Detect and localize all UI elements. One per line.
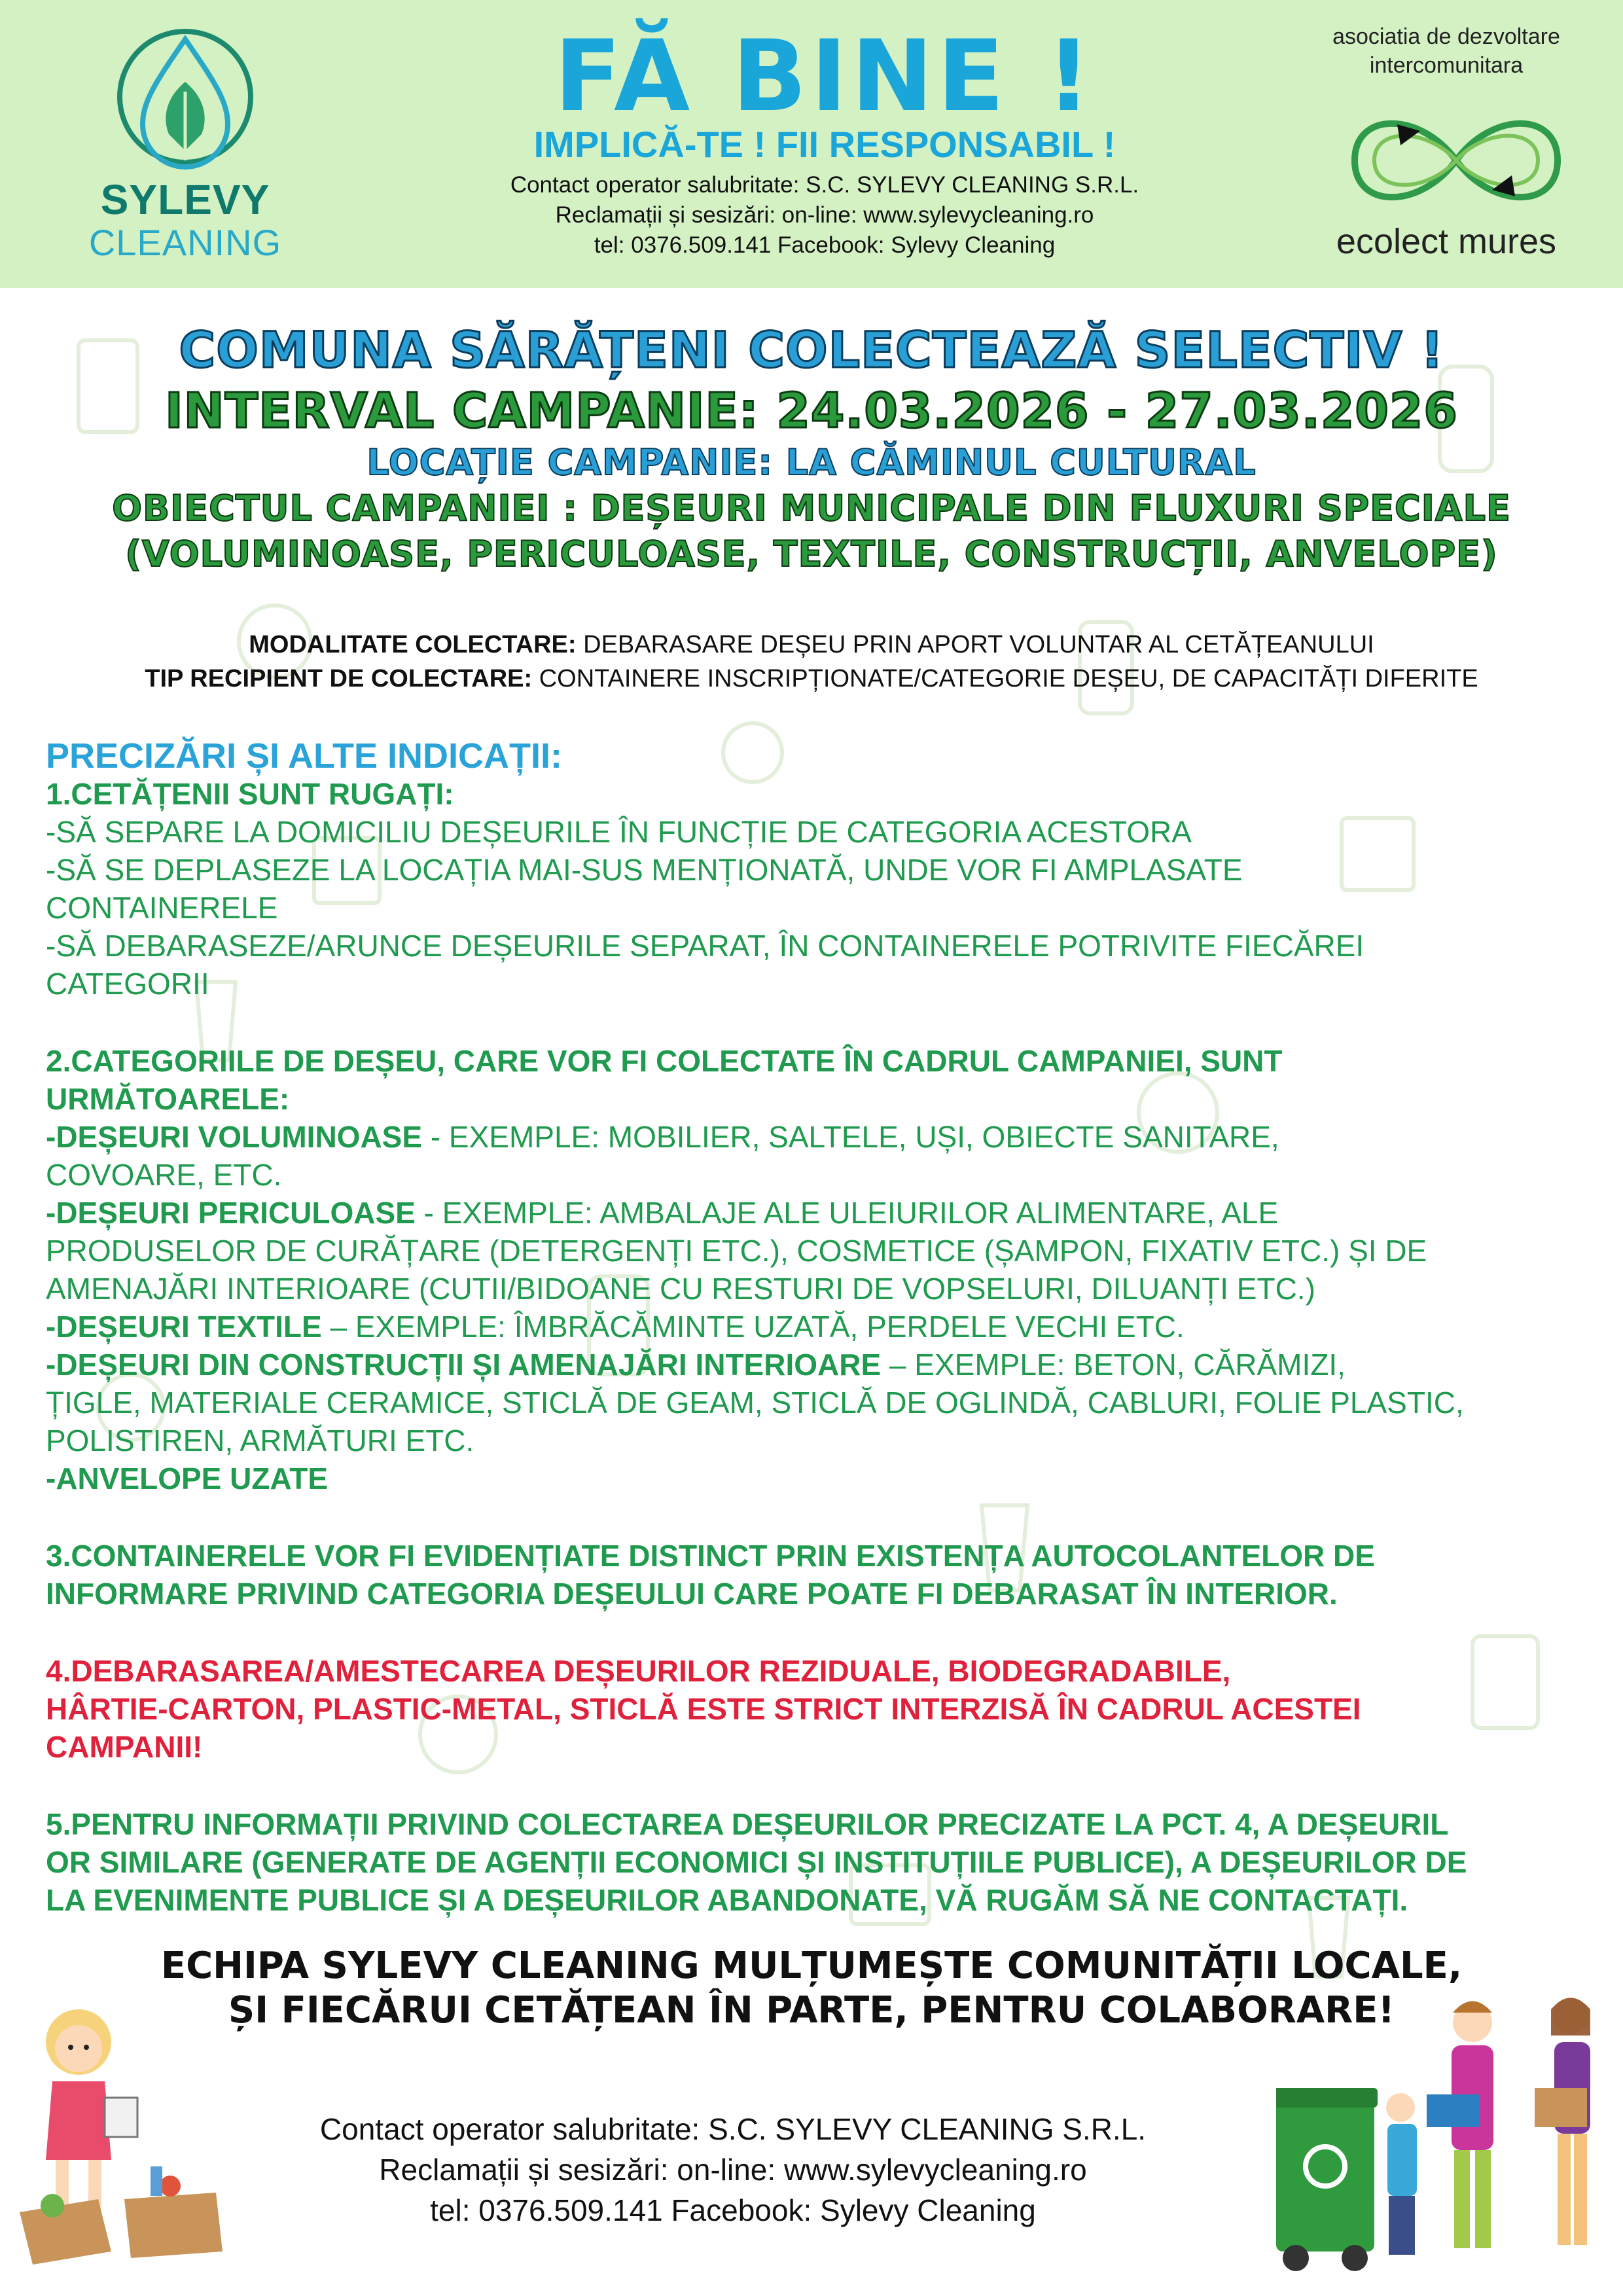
thanks-line1: ECHIPA SYLEVY CLEANING MULȚUMEȘTE COMUNITĂȚII LOCALE, [160, 1945, 1463, 1987]
footer-contact-line3: tel: 0376.509.141 Facebook: Sylevy Cleaning [430, 2193, 1036, 2227]
section5-line2: OR SIMILARE (GENERATE DE AGENȚII ECONOMICI ȘI INSTITUȚIILE PUBLICE), A DEȘEURILOR DE [46, 1845, 1467, 1879]
tip-recipient-label: TIP RECIPIENT DE COLECTARE: [145, 665, 533, 692]
girl-with-waste-boxes-icon [13, 1990, 229, 2278]
periculoase-label: -DEȘEURI PERICULOASE [46, 1196, 416, 1230]
headline-line4: OBIECTUL CAMPANIEI : DEȘEURI MUNICIPALE DIN FLUXURI SPECIALE [112, 488, 1511, 529]
section1-title: 1.CETĂȚENII SUNT RUGAȚI: [46, 777, 454, 811]
voluminoase-label: -DEȘEURI VOLUMINOASE [46, 1120, 423, 1154]
section2-item-periculoase [46, 1194, 1616, 1232]
section2-item-voluminoase [46, 1118, 1616, 1156]
constructii-text2: ȚIGLE, MATERIALE CERAMICE, STICLĂ DE GEAM, STICLĂ DE OGLINDĂ, CABLURI, FOLIE PLASTIC, [46, 1386, 1464, 1420]
section1-line2: -SĂ SE DEPLASEZE LA LOCAȚIA MAI-SUS MENȚIONATĂ, UNDE VOR FI AMPLASATE [46, 853, 1243, 887]
section1-line3: CONTAINERELE [46, 891, 278, 925]
headline-line3: LOCAȚIE CAMPANIE: LA CĂMINUL CULTURAL [366, 442, 1257, 483]
tip-recipient [0, 665, 1623, 693]
logo-left-line1: SYLEVY [100, 176, 270, 223]
logo-right-line2: intercomunitara [1369, 53, 1524, 78]
section2-item-anvelope: -ANVELOPE UZATE [46, 1462, 329, 1496]
headline-line1: COMUNA SĂRĂȚENI COLECTEAZĂ SELECTIV ! [179, 321, 1444, 379]
headline-line5: (VOLUMINOASE, PERICULOASE, TEXTILE, CONSTRUCȚII, ANVELOPE) [125, 533, 1498, 575]
section1-line5: CATEGORII [46, 967, 209, 1001]
section2-item-constructii [46, 1346, 1616, 1384]
section1-line1: -SĂ SEPARE LA DOMICILIU DEȘEURILE ÎN FUNCȚIE DE CATEGORIA ACESTORA [46, 815, 1192, 849]
tip-recipient-value: CONTAINERE INSCRIPȚIONATE/CATEGORIE DEȘEU, DE CAPACITĂȚI DIFERITE [532, 665, 1478, 692]
footer-contact [249, 2109, 1217, 2231]
section5-contact-call: VĂ RUGĂM SĂ NE CONTACTAȚI. [935, 1883, 1408, 1917]
modalitate-colectare [0, 631, 1623, 659]
section4-line1: 4.DEBARASAREA/AMESTECAREA DEȘEURILOR REZIDUALE, BIODEGRADABILE, [46, 1654, 1231, 1688]
footer-contact-line1: Contact operator salubritate: S.C. SYLEVY CLEANING S.R.L. [319, 2112, 1147, 2146]
periculoase-text3: AMENAJĂRI INTERIOARE (CUTII/BIDOANE CU RESTURI DE VOPSELURI, DILUANȚI ETC.) [46, 1272, 1315, 1306]
family-recycling-bin-icon [1276, 1990, 1616, 2278]
headline-line2: INTERVAL CAMPANIE: 24.03.2026 - 27.03.2026 [165, 383, 1458, 439]
constructii-text3: POLISTIREN, ARMĂTURI ETC. [46, 1424, 474, 1458]
precizari-title: PRECIZĂRI ȘI ALTE INDICAȚII: [46, 736, 562, 776]
section1-line4: -SĂ DEBARASEZE/ARUNCE DEȘEURILE SEPARAT, ÎN CONTAINERELE POTRIVITE FIECĂREI [46, 929, 1364, 963]
section3-line2: INFORMARE PRIVIND CATEGORIA DEȘEULUI CARE POATE FI DEBARASAT ÎN INTERIOR. [46, 1577, 1338, 1611]
textile-label: -DEȘEURI TEXTILE [46, 1310, 322, 1344]
section3-line1: 3.CONTAINERELE VOR FI EVIDENȚIATE DISTINCT PRIN EXISTENȚA AUTOCOLANTELOR DE [46, 1539, 1375, 1573]
voluminoase-text2: COVOARE, ETC. [46, 1158, 282, 1192]
section2-item-textile [46, 1308, 1616, 1346]
section5-line1: 5.PENTRU INFORMAȚII PRIVIND COLECTAREA DEȘEURILOR PRECIZATE LA PCT. 4, A DEȘEURIL [46, 1807, 1449, 1841]
constructii-text1: – EXEMPLE: BETON, CĂRĂMIZI, [881, 1348, 1346, 1382]
section5-line3-text: LA EVENIMENTE PUBLICE ȘI A DEȘEURILOR ABANDONATE, [46, 1883, 936, 1917]
page-title: FĂ BINE ! [554, 20, 1096, 134]
logo-left-line2: CLEANING [88, 222, 282, 263]
header-contact-line3: tel: 0376.509.141 Facebook: Sylevy Cleaning [594, 232, 1056, 258]
footer-contact-line2: Reclamații și sesizări: on-line: www.sylevycleaning.ro [379, 2153, 1087, 2187]
section4-line3: CAMPANII! [46, 1730, 203, 1764]
voluminoase-text1: - EXEMPLE: MOBILIER, SALTELE, UȘI, OBIECTE SANITARE, [422, 1120, 1279, 1154]
logo-right-line1: asociatia de dezvoltare [1332, 24, 1560, 49]
page-subtitle: IMPLICĂ-TE ! FII RESPONSABIL ! [533, 124, 1116, 165]
section5-line3 [46, 1881, 1616, 1919]
header-contact-line2: Reclamații și sesizări: on-line: www.sylevycleaning.ro [555, 202, 1094, 228]
textile-text: – EXEMPLE: ÎMBRĂCĂMINTE UZATĂ, PERDELE VECHI ETC. [321, 1310, 1185, 1344]
section2-title2: URMĂTOARELE: [46, 1082, 290, 1116]
periculoase-text1: - EXEMPLE: AMBALAJE ALE ULEIURILOR ALIMENTARE, ALE [415, 1196, 1279, 1230]
section4-line2: HÂRTIE-CARTON, PLASTIC-METAL, STICLĂ ESTE STRICT INTERZISĂ ÎN CADRUL ACESTEI [46, 1692, 1361, 1726]
constructii-label: -DEȘEURI DIN CONSTRUCȚII ȘI AMENAJĂRI INTERIOARE [46, 1348, 882, 1382]
header-contact-line1: Contact operator salubritate: S.C. SYLEVY CLEANING S.R.L. [510, 172, 1139, 198]
section2-title1: 2.CATEGORIILE DE DEȘEU, CARE VOR FI COLECTATE ÎN CADRUL CAMPANIEI, SUNT [46, 1044, 1283, 1078]
periculoase-text2: PRODUSELOR DE CURĂȚARE (DETERGENȚI ETC.), COSMETICE (ȘAMPON, FIXATIV ETC.) ȘI DE [46, 1234, 1427, 1268]
logo-right-line3: ecolect mures [1336, 222, 1557, 261]
thanks-line2: ȘI FIECĂRUI CETĂȚEAN ÎN PARTE, PENTRU COLABORARE! [228, 1989, 1395, 2032]
modalitate-value: DEBARASARE DEȘEU PRIN APORT VOLUNTAR AL CETĂȚEANULUI [576, 631, 1374, 658]
modalitate-label: MODALITATE COLECTARE: [249, 631, 577, 658]
